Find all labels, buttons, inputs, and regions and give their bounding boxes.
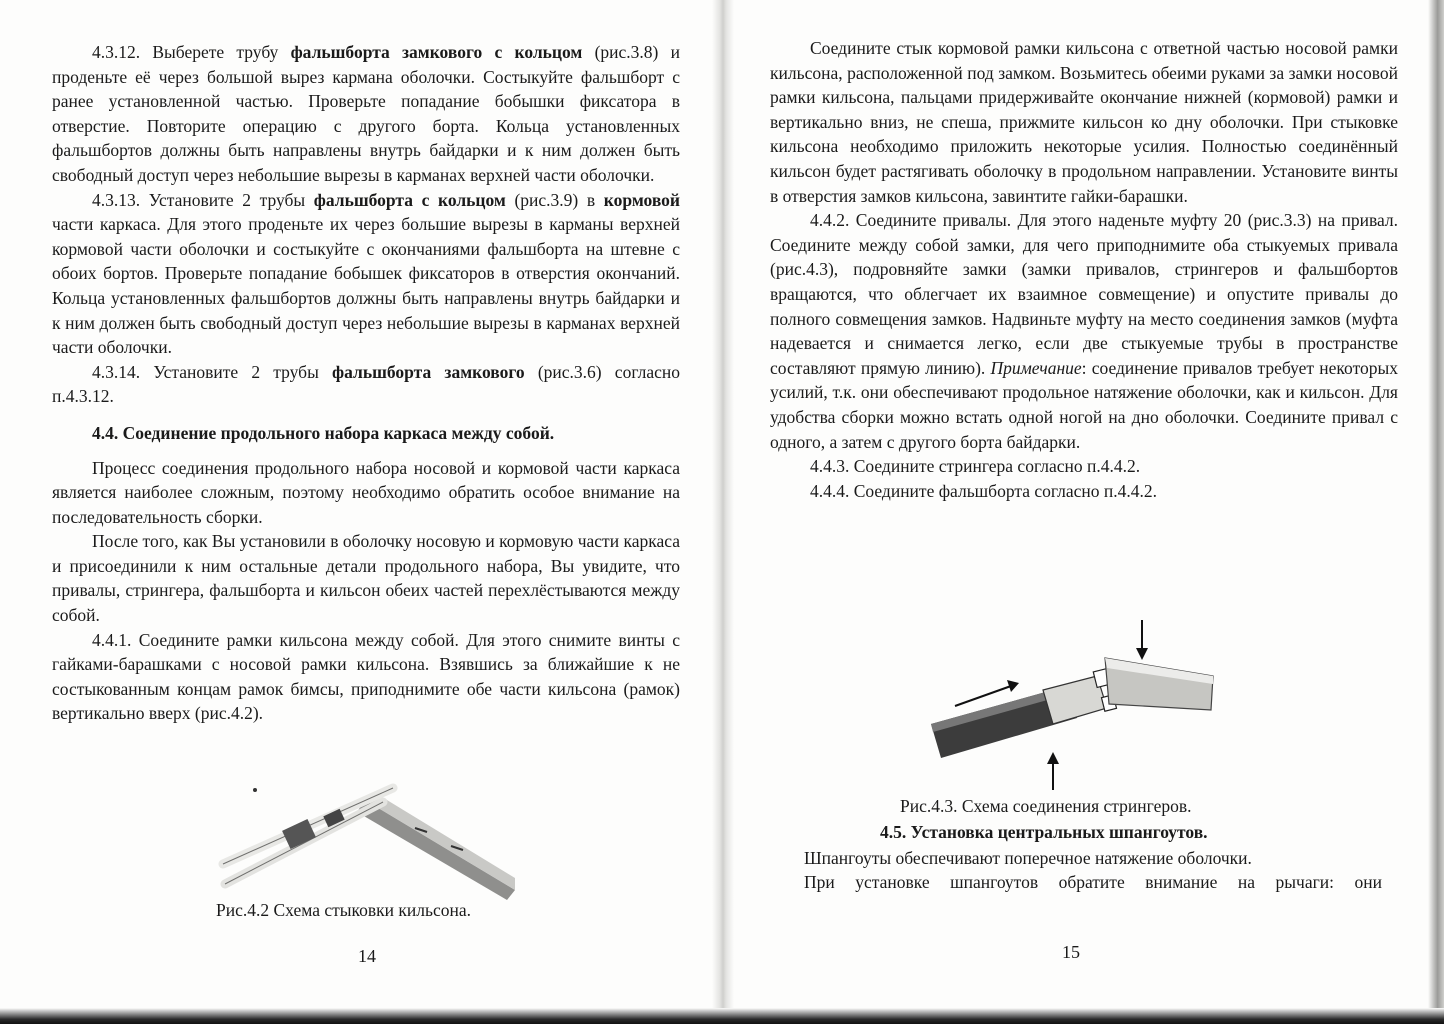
note-label: Примечание xyxy=(990,357,1082,378)
bold-term: фальшборта замкового xyxy=(332,361,525,382)
paragraph-4-3-14: 4.3.14. Установите 2 трубы фальшборта замкового (рис.3.6) согласно п.4.3.12. xyxy=(52,361,680,407)
scan-edge xyxy=(0,1008,1444,1024)
paragraph-4-5-b: При установке шпангоутов обратите внимание на рычаги: они xyxy=(804,872,1382,892)
paragraph-4-3-12: 4.3.12. Выберете трубу фальшборта замкового с кольцом (рис.3.8) и проденьте её через большой вырез кармана оболочки. Состыкуйте фальшборт с ранее установленной частью. Проверьте попадание бобышки фиксатора в отверстие. Повторите операцию с другого борта. Кольца установленных фальшбортов должны быть направлены внутрь байдарки и к ним должен быть свободный доступ через небольшие вырезы в карманах верхней части оболочки. xyxy=(52,42,680,185)
page-number: 15 xyxy=(1062,942,1080,962)
bold-term: фальшборта с кольцом xyxy=(313,189,506,210)
bold-term: фальшборта замкового с кольцом xyxy=(290,42,583,62)
tube-edge xyxy=(225,802,383,884)
page-14-text xyxy=(52,40,680,726)
page-15-text xyxy=(770,36,1398,503)
beam xyxy=(357,800,515,900)
arrow-head xyxy=(1136,648,1148,660)
dot xyxy=(253,788,257,792)
bold-term: кормовой xyxy=(603,189,680,210)
paragraph-keelson-join: Соедините стык кормовой рамки кильсона с ответной частью носовой рамки кильсона, расположенной под замком. Возьмитесь обеими руками за замки носовой рамки кильсона, пальцами придерживайте окончание нижней (кормовой) рамки и вертикально вниз, не спеша, прижмите кильсон ко дну оболочки. При стыковке кильсона необходимо приложить некоторые усилия. Полностью соединённый кильсон будет растягивать оболочку в продольном направлении. Установите винты в отверстия замков кильсона, завинтите гайки-барашки. xyxy=(770,38,1398,206)
paragraph-4-4-2: 4.4.2. Соедините привалы. Для этого наденьте муфту 20 (рис.3.3) на привал. Соедините между собой замки, для чего приподнимите оба стыкуемых привала (рис.4.3), подровняйте замки (замки привалов, стрингеров и фальшбортов вращаются, что облегчает их взаимное совмещение) и опустите привалы до полного совмещения замков. Надвиньте муфту на место соединения замков (муфта надевается и снимается легко, если две стыкуемые трубы в пространстве составляют прямую линию). Примечание: соединение привалов требует некоторых усилий, т.к. они обеспечивают продольное натяжение оболочки, как и кильсон. Для удобства сборки можно встать одной ногой на дно оболочки. Соедините привал с одного, а затем с другого борта байдарки. xyxy=(770,210,1398,452)
paragraph-4-4-3: 4.4.3. Соедините стрингера согласно п.4.4.2. xyxy=(810,456,1141,477)
paragraph-4-4-4: 4.4.4. Соедините фальшборта согласно п.4.4.2. xyxy=(810,480,1158,501)
paragraph-4-3-13: 4.3.13. Установите 2 трубы фальшборта с кольцом (рис.3.9) в кормовой части каркаса. Для этого проденьте их через большие вырезы в карманы верхней кормовой части оболочки и состыкуйте с окончаниями фальшборта на штевне с обоих бортов. Проверьте попадание бобышек фиксаторов в отверстия окончаний. Кольца установленных фальшбортов должны быть направлены внутрь байдарки и к ним должен быть свободный доступ через небольшие вырезы в карманах верхней части оболочки. xyxy=(52,189,680,358)
beam-top xyxy=(365,794,515,890)
arrow-shaft xyxy=(955,686,1011,706)
page-15 xyxy=(722,0,1444,1024)
paragraph-4-4-1: 4.4.1. Соедините рамки кильсона между собой. Для этого снимите винты с гайками-барашками с носовой рамки кильсона. Взявшись за ближайшие к не состыкованным концам рамок бимсы, приподнимите обе части кильсона (рамок) вертикально вверх (рис.4.2). xyxy=(52,629,680,724)
paragraph-4-5-a: Шпангоуты обеспечивают поперечное натяжение оболочки. xyxy=(804,848,1252,868)
book-gutter xyxy=(712,0,734,1024)
figure-caption-4-2: Рис.4.2 Схема стыковки кильсона. xyxy=(216,900,471,920)
page-number: 14 xyxy=(358,946,376,966)
section-heading-4-4: 4.4. Соединение продольного набора каркаса между собой. xyxy=(92,422,555,443)
arrow-head xyxy=(1047,752,1059,764)
stringer-joint-figure xyxy=(927,614,1217,794)
paragraph-4-4-assembly: После того, как Вы установили в оболочку носовую и кормовую части каркаса и присоединили к ним остальные детали продольного набора, Вы увидите, что привалы, стрингера, фальшборта и кильсон обеих частей перехлёстываются между собой. xyxy=(52,531,680,626)
paragraph-4-4-intro: Процесс соединения продольного набора носовой и кормовой части каркаса является наиболее сложным, поэтому необходимо обратить особое внимание на последовательность сборки. xyxy=(52,457,680,527)
section-heading-4-5: 4.5. Установка центральных шпангоутов. xyxy=(880,822,1208,842)
figure-caption-4-3: Рис.4.3. Схема соединения стрингеров. xyxy=(900,796,1192,816)
keelson-joint-figure xyxy=(215,772,515,900)
page-edge xyxy=(1428,0,1444,1024)
